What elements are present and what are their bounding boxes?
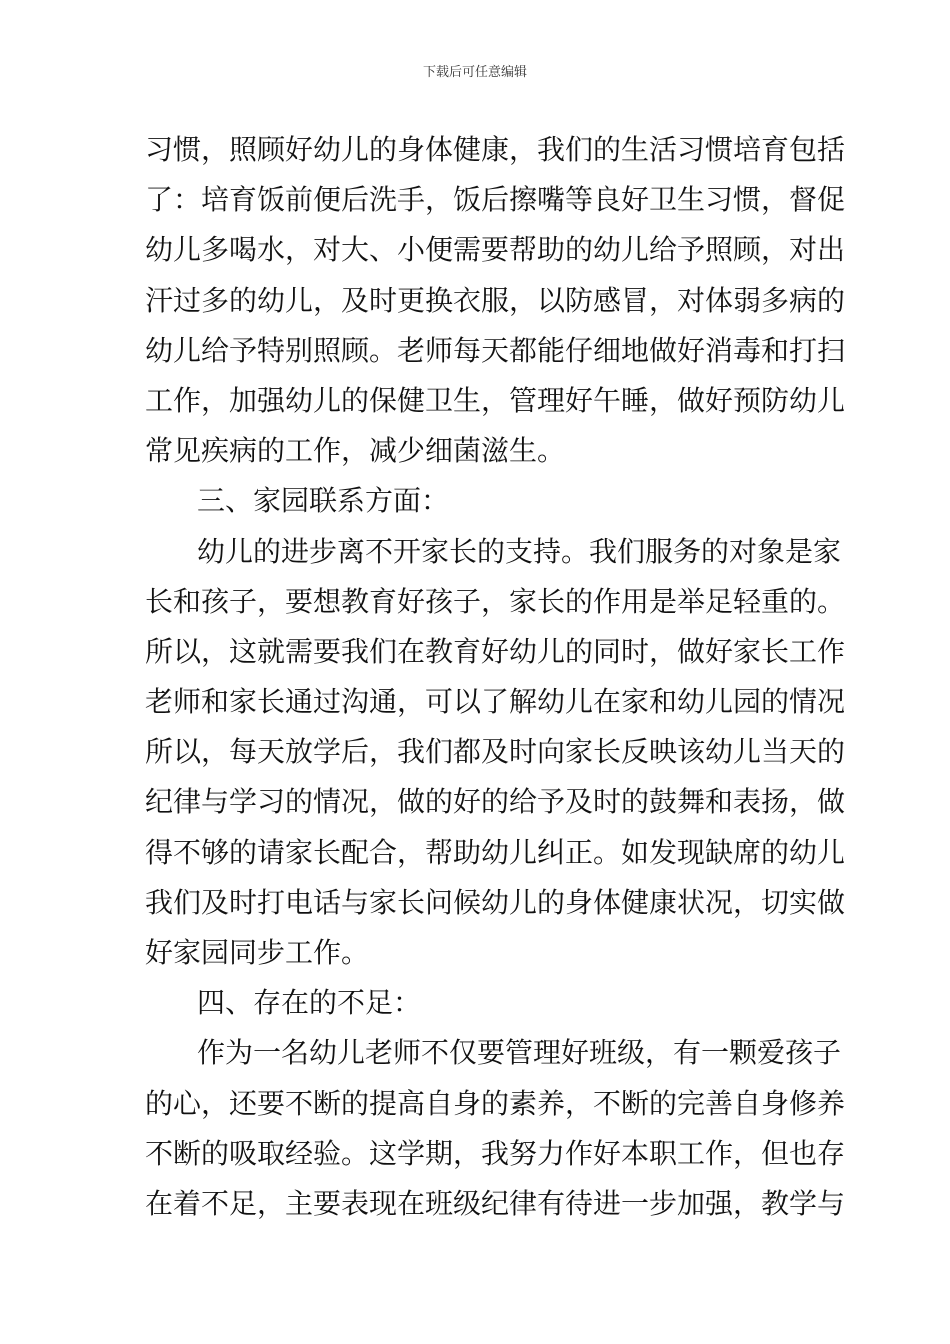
text-line: 好家园同步工作。 xyxy=(145,936,370,969)
section-heading: 三、家园联系方面： xyxy=(197,484,450,518)
text-line: 工作，加强幼儿的保健卫生，管理好午睡，做好预防幼儿 xyxy=(145,383,846,417)
text-line: 幼儿的进步离不开家长的支持。我们服务的对象是家 xyxy=(197,534,842,568)
text-line: 幼儿多喝水，对大、小便需要帮助的幼儿给予照顾，对出 xyxy=(145,233,846,267)
text-line: 老师和家长通过沟通，可以了解幼儿在家和幼儿园的情况 xyxy=(145,685,846,719)
text-line: 长和孩子，要想教育好孩子，家长的作用是举足轻重的。 xyxy=(145,584,846,618)
text-line: 在着不足，主要表现在班级纪律有待进一步加强，教学与 xyxy=(145,1186,846,1220)
text-line: 所以，这就需要我们在教育好幼儿的同时，做好家长工作 xyxy=(145,634,846,668)
text-line: 常见疾病的工作，减少细菌滋生。 xyxy=(145,434,566,468)
text-line: 所以，每天放学后，我们都及时向家长反映该幼儿当天的 xyxy=(145,735,846,769)
text-line: 我们及时打电话与家长问候幼儿的身体健康状况，切实做 xyxy=(145,885,846,919)
text-line: 了：培育饭前便后洗手，饭后擦嘴等良好卫生习惯，督促 xyxy=(145,183,846,217)
page-header: 下载后可任意编辑 xyxy=(422,65,527,80)
text-line: 习惯，照顾好幼儿的身体健康，我们的生活习惯培育包括 xyxy=(145,133,846,166)
text-line: 幼儿给予特别照顾。老师每天都能仔细地做好消毒和打扫 xyxy=(145,333,846,367)
document-body xyxy=(145,125,846,1229)
text-line: 纪律与学习的情况，做的好的给予及时的鼓舞和表扬，做 xyxy=(145,785,846,819)
text-line: 得不够的请家长配合，帮助幼儿纠正。如发现缺席的幼儿 xyxy=(145,835,846,869)
text-line: 汗过多的幼儿，及时更换衣服，以防感冒，对体弱多病的 xyxy=(145,283,846,317)
section-heading: 四、存在的不足： xyxy=(197,986,422,1020)
text-line: 作为一名幼儿老师不仅要管理好班级，有一颗爱孩子 xyxy=(197,1036,842,1070)
text-line: 的心，还要不断的提高自身的素养，不断的完善自身修养 xyxy=(145,1086,846,1120)
text-line: 不断的吸取经验。这学期，我努力作好本职工作，但也存 xyxy=(145,1136,846,1170)
